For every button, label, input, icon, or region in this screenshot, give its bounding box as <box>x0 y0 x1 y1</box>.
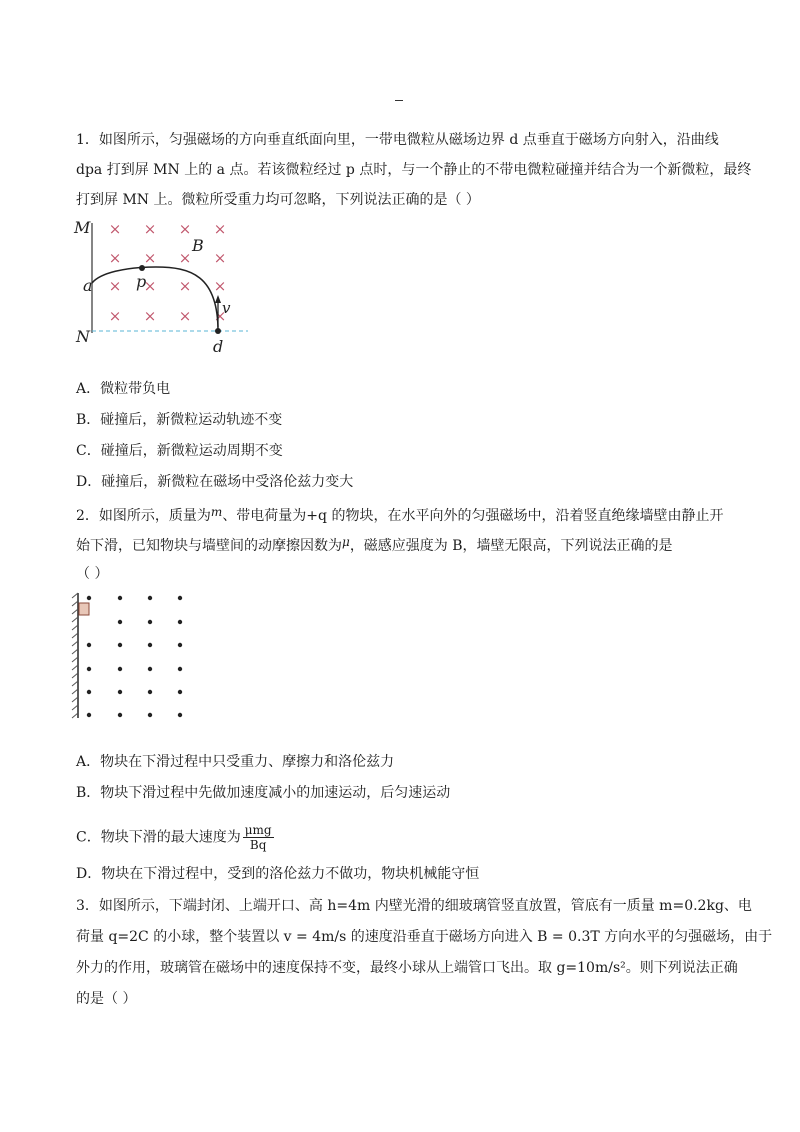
q3-line1: 3．如图所示，下端封闭、上端开口、高 h=4m 内壁光滑的细玻璃管竖直放置，管底有一质量 m=0.2kg、电 <box>76 898 752 914</box>
field-cross: × <box>213 277 227 295</box>
q2-line2-a: 始下滑，已知物块与墙壁间的动摩擦因数为 <box>76 538 342 554</box>
point-d <box>215 328 221 334</box>
q3-line4: 的是（ ） <box>76 991 137 1007</box>
q1-option-b: B．碰撞后，新微粒运动轨迹不变 <box>76 412 283 428</box>
field-cross: × <box>178 249 192 267</box>
q2-option-a: A．物块在下滑过程中只受重力、摩擦力和洛伦兹力 <box>76 754 395 770</box>
label-p: p <box>136 272 147 291</box>
field-cross: × <box>178 307 192 325</box>
q2-max-speed-fraction <box>243 823 274 852</box>
field-dot <box>178 620 182 624</box>
field-dot <box>118 690 122 694</box>
field-cross: × <box>213 220 227 238</box>
field-dot <box>87 713 91 717</box>
q1-option-a: A．微粒带负电 <box>76 381 171 397</box>
field-dot <box>87 596 91 600</box>
field-dot <box>148 620 152 624</box>
field-cross: × <box>178 277 192 295</box>
field-dot <box>87 643 91 647</box>
field-cross: × <box>143 307 157 325</box>
q2-option-b: B．物块下滑过程中先做加速度减小的加速运动，后匀速运动 <box>76 785 451 801</box>
q2-figure <box>70 590 200 725</box>
q1-option-d: D．碰撞后，新微粒在磁场中受洛伦兹力变大 <box>76 474 354 490</box>
q2-line1-a: 2．如图所示，质量为 <box>76 508 211 524</box>
field-dot <box>118 667 122 671</box>
field-cross: × <box>108 249 122 267</box>
field-dot <box>148 596 152 600</box>
field-cross: × <box>213 249 227 267</box>
q2-line1 <box>76 502 723 526</box>
field-dot <box>148 690 152 694</box>
label-B: B <box>192 236 204 255</box>
q2-option-c-prefix: C．物块下滑的最大速度为 <box>76 829 241 846</box>
field-cross: × <box>178 220 192 238</box>
page-header-mark <box>395 100 403 101</box>
q2-line2 <box>76 532 673 556</box>
label-a: a <box>83 276 93 295</box>
field-dot <box>118 596 122 600</box>
field-cross: × <box>108 307 122 325</box>
q1-option-c: C．碰撞后，新微粒运动周期不变 <box>76 443 283 459</box>
q2-line1-b: 、带电荷量为+q 的物块，在水平向外的匀强磁场中，沿着竖直绝缘墙壁由静止开 <box>222 508 724 524</box>
field-dot-grid <box>87 596 182 717</box>
label-d: d <box>213 337 224 356</box>
field-dot <box>178 596 182 600</box>
field-dot <box>118 643 122 647</box>
field-cross: × <box>143 220 157 238</box>
q3-line2: 荷量 q=2C 的小球，整个装置以 v = 4m/s 的速度沿垂直于磁场方向进入 B = 0.3T 方向水平的匀强磁场，由于 <box>76 929 773 945</box>
q3-line3: 外力的作用，玻璃管在磁场中的速度保持不变，最终小球从上端管口飞出。取 g=10m/s²。则下列说法正确 <box>76 960 738 976</box>
field-cross: × <box>213 307 227 325</box>
field-dot <box>178 690 182 694</box>
field-dot <box>148 667 152 671</box>
field-dot <box>87 690 91 694</box>
field-dot <box>178 643 182 647</box>
field-dot <box>118 620 122 624</box>
field-dot <box>148 713 152 717</box>
wall-hatching <box>72 593 78 718</box>
q2-line3: （ ） <box>76 566 109 582</box>
label-M: M <box>74 218 91 237</box>
q2-option-c <box>76 823 274 852</box>
label-N: N <box>76 327 90 346</box>
field-dot <box>118 713 122 717</box>
field-cross: × <box>143 277 157 295</box>
q2-option-d: D．物块在下滑过程中，受到的洛伦兹力不做功，物块机械能守恒 <box>76 866 480 882</box>
field-cross: × <box>108 277 122 295</box>
q1-line2: dpa 打到屏 MN 上的 a 点。若该微粒经过 p 点时，与一个静止的不带电微粒碰撞并结合为一个新微粒，最终 <box>76 162 752 178</box>
fraction-numerator: μmg <box>244 823 272 837</box>
q2-line2-b: ，磁感应强度为 B，墙壁无限高，下列说法正确的是 <box>349 538 673 554</box>
charged-block <box>79 603 89 615</box>
q1-figure <box>70 215 260 360</box>
field-cross: × <box>108 220 122 238</box>
q2-mass-symbol: m <box>210 505 223 519</box>
field-dot <box>178 713 182 717</box>
field-dot <box>87 667 91 671</box>
label-v: v <box>222 299 231 317</box>
q1-line3: 打到屏 MN 上。微粒所受重力均可忽略，下列说法正确的是（ ） <box>76 192 480 208</box>
field-dot <box>148 643 152 647</box>
velocity-arrowhead <box>215 295 221 303</box>
q2-mu-symbol: μ <box>342 535 350 549</box>
point-p <box>139 265 145 271</box>
fraction-denominator: Bq <box>249 838 267 852</box>
q1-line1: 1．如图所示，匀强磁场的方向垂直纸面向里，一带电微粒从磁场边界 d 点垂直于磁场方向射入，沿曲线 <box>76 132 719 148</box>
field-cross-grid <box>109 220 227 325</box>
field-dot <box>178 667 182 671</box>
field-cross: × <box>143 249 157 267</box>
